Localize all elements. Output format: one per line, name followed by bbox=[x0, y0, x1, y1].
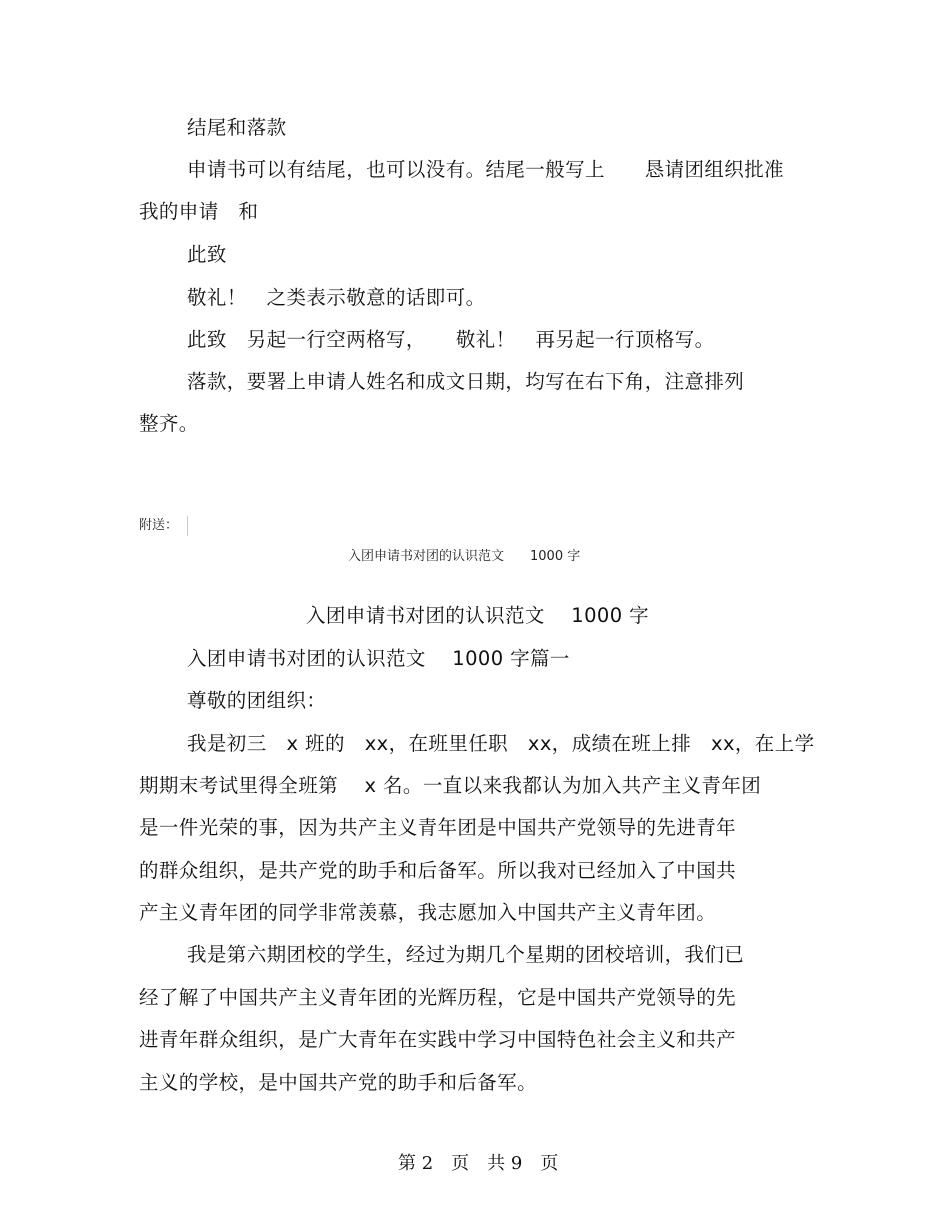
body-line: 主义的学校，是中国共产党的助手和后备军。 bbox=[139, 1071, 538, 1094]
attachment-label: 附送： bbox=[139, 518, 179, 533]
attachment-title: 入团申请书对团的认识范文 1000 字 bbox=[348, 549, 581, 564]
body-line: 经了解了中国共产主义青年团的光辉历程，它是中国共产党领导的先 bbox=[139, 986, 737, 1009]
body-line: 我是第六期团校的学生，经过为期几个星期的团校培训，我们已 bbox=[187, 943, 745, 966]
essay-subtitle: 入团申请书对团的认识范文 1000 字篇一 bbox=[187, 647, 570, 670]
divider bbox=[187, 516, 188, 536]
essay-title: 入团申请书对团的认识范文 1000 字 bbox=[306, 604, 650, 627]
body-line: 产主义青年团的同学非常羡慕，我志愿加入中国共产主义青年团。 bbox=[139, 901, 717, 924]
page-number: 第 2 页 共 9 页 bbox=[398, 1153, 559, 1174]
salutation: 尊敬的团组织： bbox=[187, 689, 327, 712]
body-line: 是一件光荣的事，因为共产主义青年团是中国共产党领导的先进青年 bbox=[139, 816, 737, 839]
body-line: 申请书可以有结尾，也可以没有。结尾一般写上 恳请团组织批准 bbox=[187, 158, 785, 181]
body-line: 此致 另起一行空两格写， 敬礼！ 再另起一行顶格写。 bbox=[187, 328, 715, 351]
body-line: 我的申请 和 bbox=[139, 200, 259, 223]
body-line: 敬礼！ 之类表示敬意的话即可。 bbox=[187, 286, 486, 309]
body-line: 此致 bbox=[187, 243, 227, 266]
body-line: 的群众组织，是共产党的助手和后备军。所以我对已经加入了中国共 bbox=[139, 859, 737, 882]
body-line: 期期末考试里得全班第 x 名。一直以来我都认为加入共产主义青年团 bbox=[139, 774, 762, 797]
body-line: 我是初三 x 班的 xx，在班里任职 xx，成绩在班上排 xx，在上学 bbox=[187, 732, 815, 755]
body-line: 进青年群众组织，是广大青年在实践中学习中国特色社会主义和共产 bbox=[139, 1028, 737, 1051]
body-line: 落款，要署上申请人姓名和成文日期，均写在右下角，注意排列 bbox=[187, 370, 745, 393]
body-line: 整齐。 bbox=[139, 412, 199, 435]
section-heading: 结尾和落款 bbox=[187, 116, 287, 139]
